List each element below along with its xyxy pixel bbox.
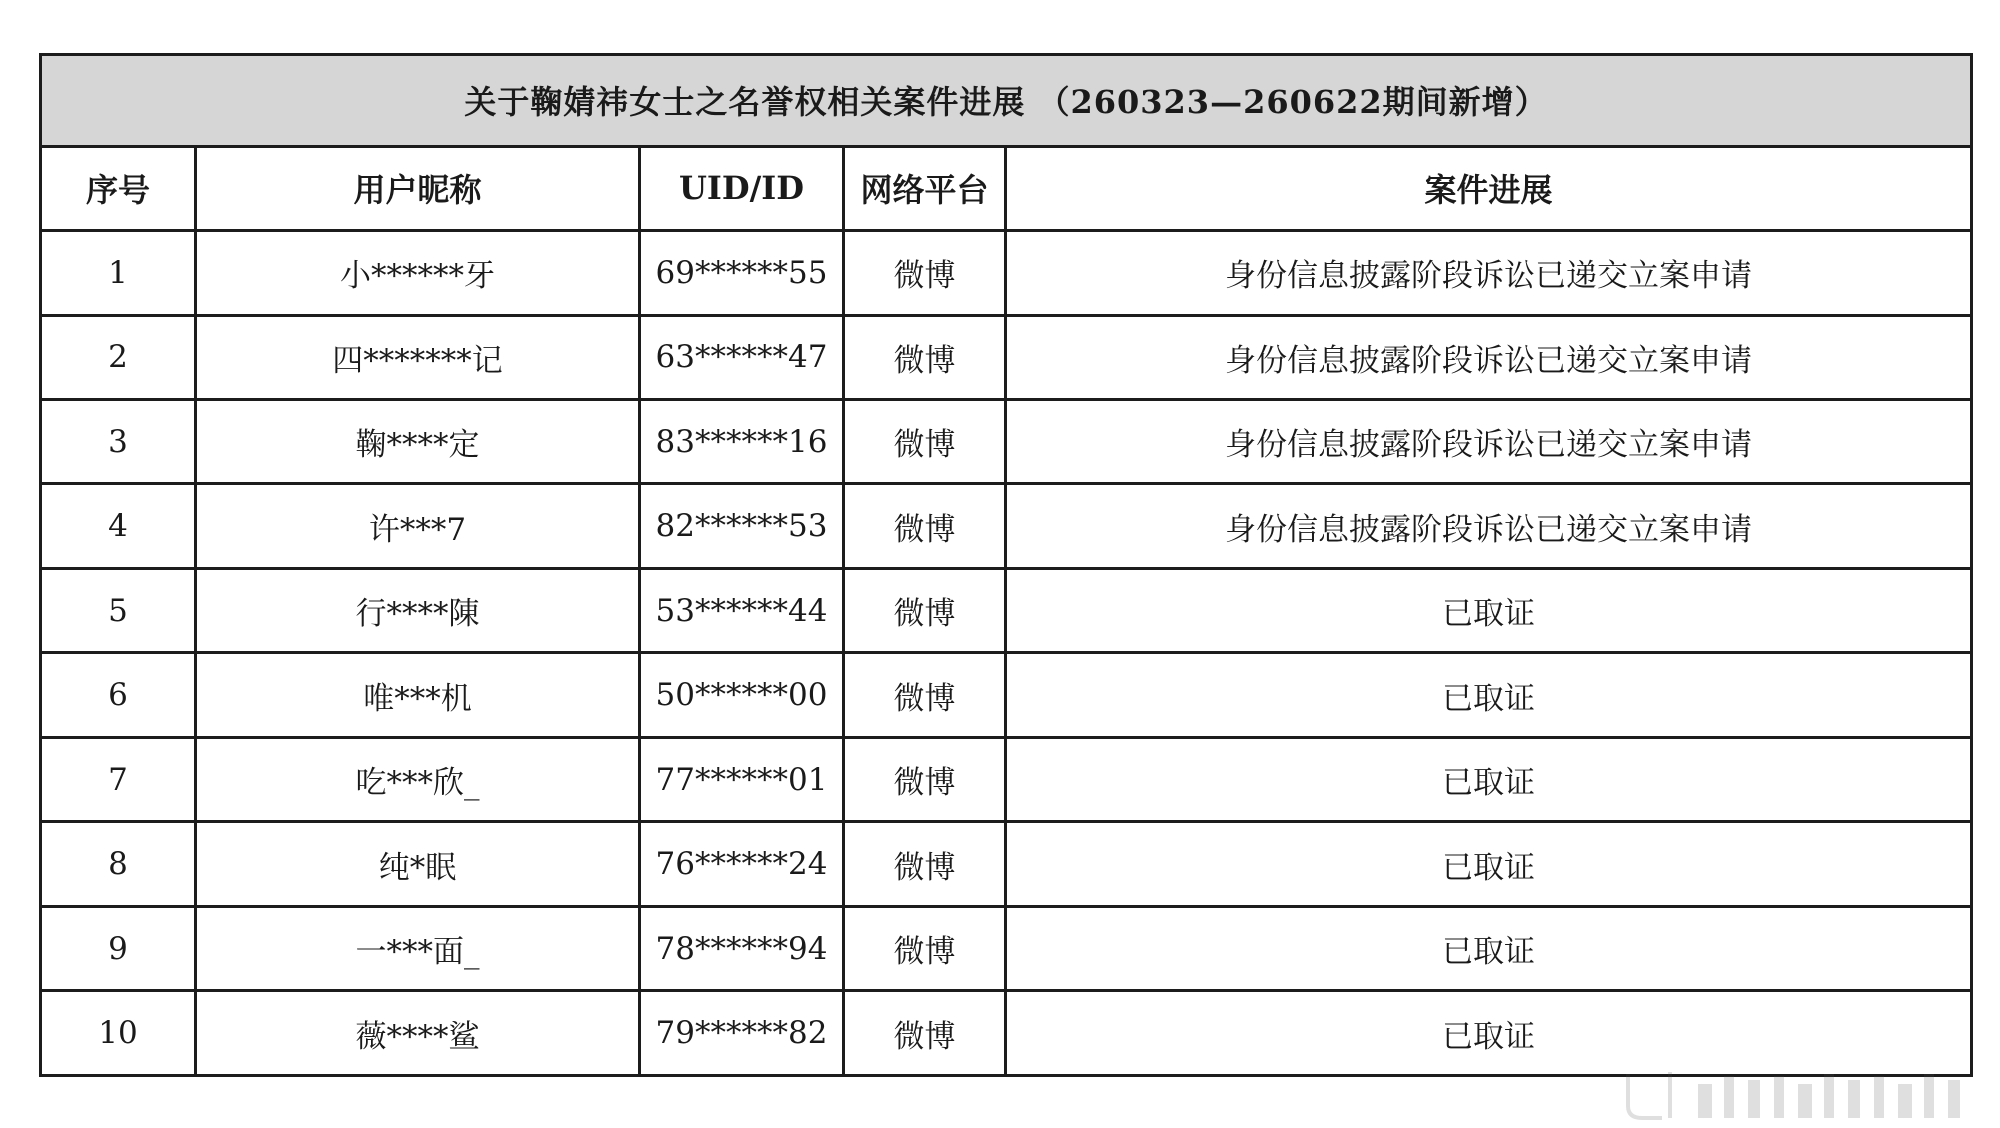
table-header-row (41, 146, 1972, 230)
row-uid: 83******16 (640, 399, 844, 483)
row-uid: 78******94 (640, 906, 844, 990)
table-row (41, 568, 1972, 652)
row-progress: 已取证 (1006, 906, 1972, 990)
column-header-index: 序号 (41, 146, 196, 230)
row-progress: 已取证 (1006, 653, 1972, 737)
row-platform: 微博 (844, 906, 1006, 990)
row-uid: 76******24 (640, 822, 844, 906)
case-progress-table (39, 53, 1973, 1077)
row-progress: 已取证 (1006, 737, 1972, 821)
row-platform: 微博 (844, 399, 1006, 483)
row-platform: 微博 (844, 991, 1006, 1076)
row-index: 10 (41, 991, 196, 1076)
row-nickname: 许***7 (196, 484, 640, 568)
table-row (41, 399, 1972, 483)
row-progress: 已取证 (1006, 568, 1972, 652)
table-row (41, 231, 1972, 315)
row-progress: 已取证 (1006, 822, 1972, 906)
table-title-row (41, 55, 1972, 147)
row-progress: 身份信息披露阶段诉讼已递交立案申请 (1006, 315, 1972, 399)
row-platform: 微博 (844, 737, 1006, 821)
table-row (41, 991, 1972, 1076)
row-uid: 82******53 (640, 484, 844, 568)
row-uid: 53******44 (640, 568, 844, 652)
row-index: 2 (41, 315, 196, 399)
column-header-nickname: 用户昵称 (196, 146, 640, 230)
row-nickname: 鞠****定 (196, 399, 640, 483)
row-progress: 身份信息披露阶段诉讼已递交立案申请 (1006, 484, 1972, 568)
table-row (41, 484, 1972, 568)
row-nickname: 薇****鲨 (196, 991, 640, 1076)
row-index: 4 (41, 484, 196, 568)
column-header-uid: UID/ID (640, 146, 844, 230)
row-index: 3 (41, 399, 196, 483)
row-nickname: 一***面_ (196, 906, 640, 990)
row-platform: 微博 (844, 568, 1006, 652)
row-index: 9 (41, 906, 196, 990)
row-nickname: 小******牙 (196, 231, 640, 315)
column-header-platform: 网络平台 (844, 146, 1006, 230)
row-uid: 77******01 (640, 737, 844, 821)
row-uid: 79******82 (640, 991, 844, 1076)
table-row (41, 737, 1972, 821)
table-row (41, 653, 1972, 737)
row-nickname: 行****陳 (196, 568, 640, 652)
row-index: 6 (41, 653, 196, 737)
row-index: 7 (41, 737, 196, 821)
row-progress: 身份信息披露阶段诉讼已递交立案申请 (1006, 399, 1972, 483)
row-platform: 微博 (844, 315, 1006, 399)
row-uid: 69******55 (640, 231, 844, 315)
row-index: 1 (41, 231, 196, 315)
row-platform: 微博 (844, 653, 1006, 737)
row-nickname: 四*******记 (196, 315, 640, 399)
row-progress: 身份信息披露阶段诉讼已递交立案申请 (1006, 231, 1972, 315)
row-nickname: 吃***欣_ (196, 737, 640, 821)
row-index: 8 (41, 822, 196, 906)
row-uid: 50******00 (640, 653, 844, 737)
watermark-logo-icon (1608, 1064, 1988, 1126)
row-platform: 微博 (844, 231, 1006, 315)
row-uid: 63******47 (640, 315, 844, 399)
table-title: 关于鞠婧祎女士之名誉权相关案件进展 （260323—260622期间新增） (41, 55, 1972, 147)
row-platform: 微博 (844, 822, 1006, 906)
row-progress: 已取证 (1006, 991, 1972, 1076)
table-row (41, 906, 1972, 990)
row-index: 5 (41, 568, 196, 652)
row-nickname: 唯***机 (196, 653, 640, 737)
column-header-progress: 案件进展 (1006, 146, 1972, 230)
row-nickname: 纯*眠 (196, 822, 640, 906)
table-row (41, 315, 1972, 399)
row-platform: 微博 (844, 484, 1006, 568)
table-row (41, 822, 1972, 906)
